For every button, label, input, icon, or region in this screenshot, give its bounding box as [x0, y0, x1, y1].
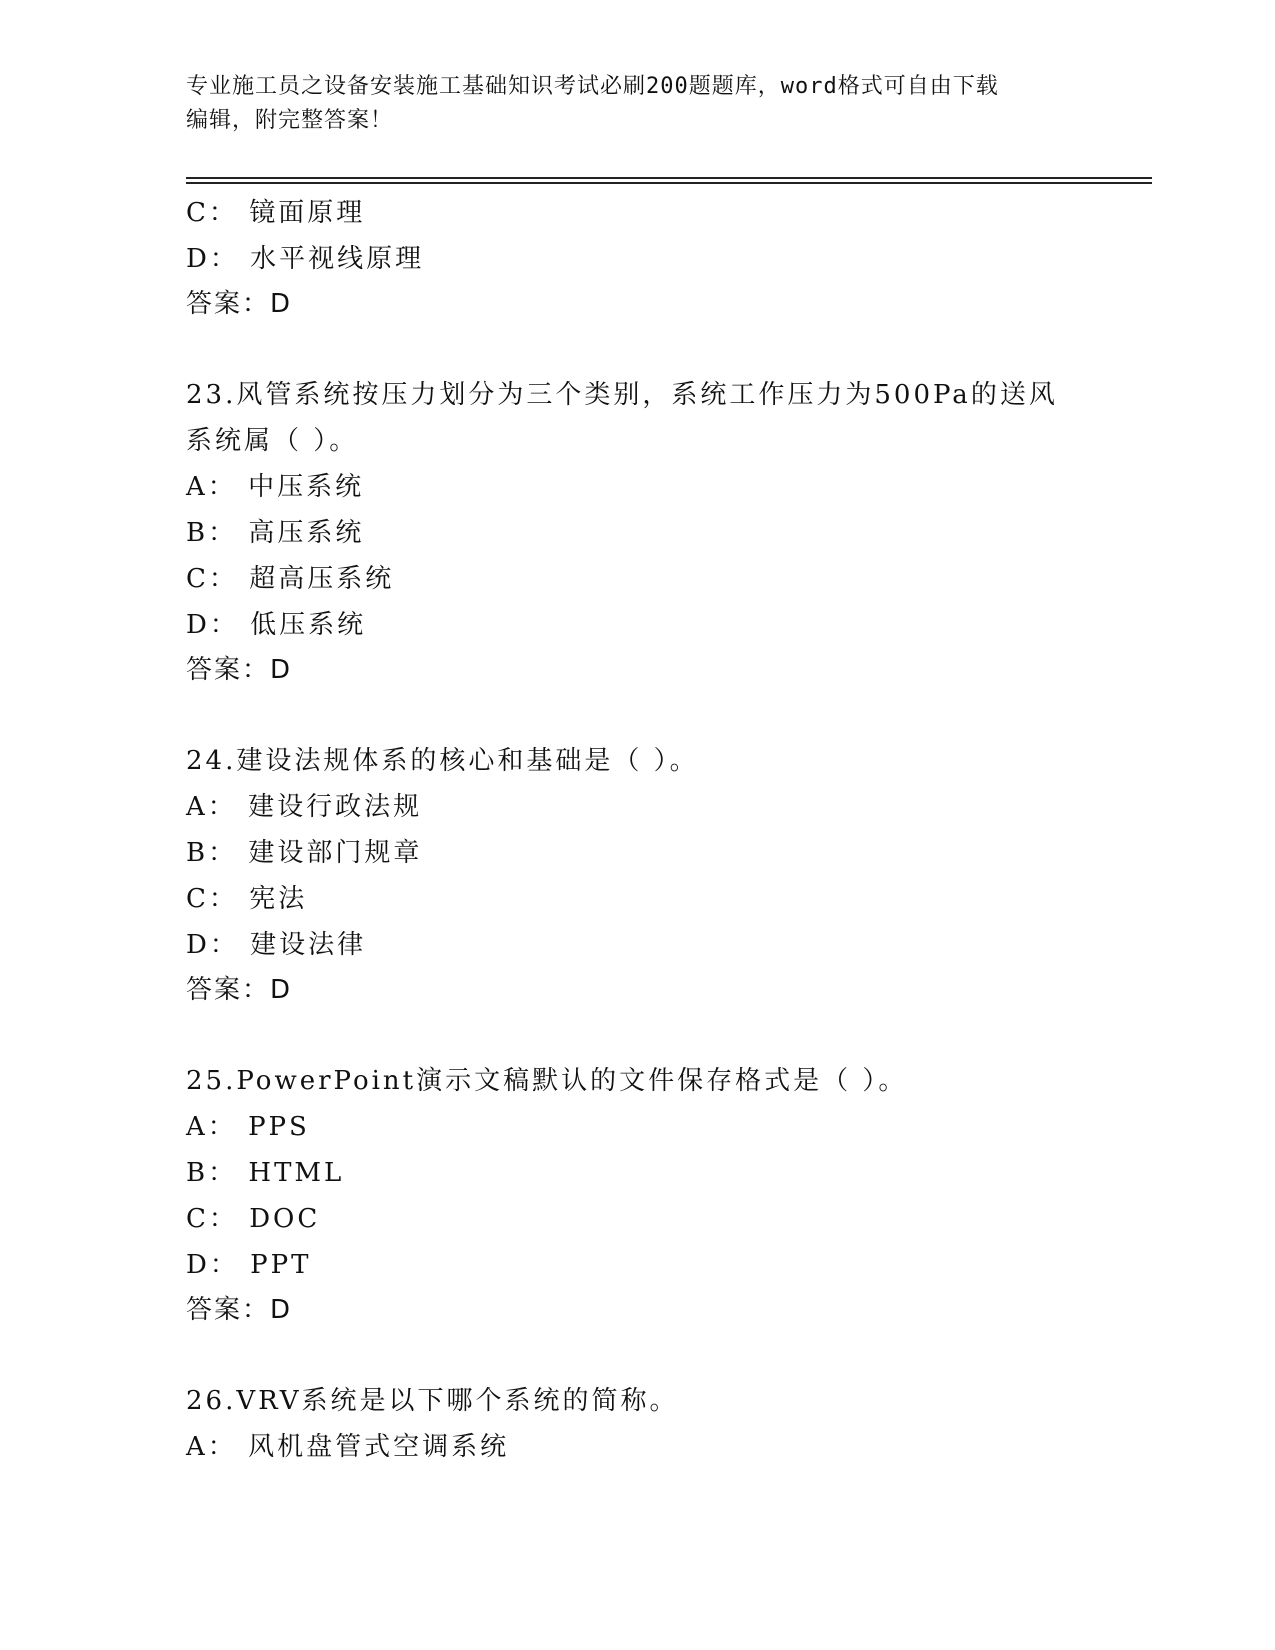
- option-letter: C: [186, 884, 209, 914]
- question-number: 24.: [186, 746, 237, 776]
- question-text: [186, 1378, 1086, 1424]
- question-number: 25.: [186, 1066, 237, 1096]
- option-letter: A: [186, 1432, 208, 1462]
- question-stem: 风管系统按压力划分为三个类别，系统工作压力为500Pa的送风系统属（ ）。: [186, 380, 1058, 456]
- option-text: 建设法律: [250, 930, 367, 960]
- spacer: [186, 326, 1146, 372]
- option-c: [186, 876, 1146, 922]
- spacer: [186, 1332, 1146, 1378]
- option-letter: C: [186, 1204, 209, 1234]
- question-stem: 建设法规体系的核心和基础是（ ）。: [236, 746, 699, 776]
- option-separator: ：: [209, 1250, 239, 1280]
- option-b: [186, 1150, 1146, 1196]
- option-a: [186, 784, 1146, 830]
- option-text: HTML: [248, 1158, 345, 1188]
- option-a: [186, 1424, 1146, 1470]
- header-line-1: 专业施工员之设备安装施工基础知识考试必刷200题题库，word格式可自由下载: [186, 74, 999, 99]
- answer-value: D: [270, 655, 293, 685]
- option-letter: C: [186, 198, 209, 228]
- prev-question: [186, 190, 1146, 326]
- document-header: [186, 70, 1086, 138]
- option-text: PPT: [250, 1250, 312, 1280]
- option-a: [186, 1104, 1146, 1150]
- question-text: [186, 1058, 1086, 1104]
- option-letter: B: [186, 1158, 209, 1188]
- answer-label: 答案：: [186, 289, 271, 319]
- option-separator: ：: [208, 884, 238, 914]
- option-text: 风机盘管式空调系统: [248, 1432, 510, 1462]
- answer-label: 答案：: [186, 975, 271, 1005]
- option-separator: ：: [208, 518, 238, 548]
- option-separator: ：: [207, 472, 237, 502]
- option-letter: A: [186, 472, 208, 502]
- option-letter: C: [186, 564, 209, 594]
- option-text: 低压系统: [250, 610, 367, 640]
- option-separator: ：: [209, 610, 239, 640]
- header-rule-top: [186, 177, 1152, 179]
- option-letter: B: [186, 838, 209, 868]
- option-separator: ：: [207, 792, 237, 822]
- question-stem: PowerPoint演示文稿默认的文件保存格式是（ ）。: [236, 1066, 908, 1096]
- option-separator: ：: [208, 838, 238, 868]
- question-text: [186, 372, 1086, 464]
- question-23: [186, 372, 1146, 692]
- answer-line: [186, 648, 1146, 692]
- question-list: [186, 190, 1146, 1470]
- answer-value: D: [270, 975, 293, 1005]
- answer-line: [186, 968, 1146, 1012]
- answer-label: 答案：: [186, 655, 271, 685]
- option-separator: ：: [209, 930, 239, 960]
- option-text: 建设部门规章: [248, 838, 423, 868]
- option-separator: ：: [209, 244, 239, 274]
- option-letter: D: [186, 930, 210, 960]
- option-letter: A: [186, 1112, 208, 1142]
- option-separator: ：: [208, 1204, 238, 1234]
- answer-value: D: [270, 289, 293, 319]
- option-separator: ：: [208, 198, 238, 228]
- header-rule-bottom: [186, 182, 1152, 184]
- option-d: [186, 236, 1146, 282]
- question-25: [186, 1058, 1146, 1332]
- option-letter: D: [186, 244, 210, 274]
- option-letter: B: [186, 518, 209, 548]
- header-line-2: 编辑，附完整答案！: [186, 108, 394, 133]
- answer-value: D: [270, 1295, 293, 1325]
- question-text: [186, 738, 1086, 784]
- option-c: [186, 1196, 1146, 1242]
- option-separator: ：: [207, 1112, 237, 1142]
- option-separator: ：: [208, 564, 238, 594]
- option-text: DOC: [249, 1204, 321, 1234]
- option-b: [186, 510, 1146, 556]
- option-text: 宪法: [249, 884, 308, 914]
- spacer: [186, 1012, 1146, 1058]
- option-text: 中压系统: [248, 472, 365, 502]
- option-letter: D: [186, 610, 210, 640]
- option-separator: ：: [208, 1158, 238, 1188]
- question-number: 23.: [186, 380, 237, 410]
- option-c: [186, 556, 1146, 602]
- option-text: 超高压系统: [249, 564, 395, 594]
- question-26: [186, 1378, 1146, 1470]
- question-number: 26.: [186, 1386, 237, 1416]
- option-letter: A: [186, 792, 208, 822]
- option-letter: D: [186, 1250, 210, 1280]
- option-text: PPS: [248, 1112, 310, 1142]
- option-d: [186, 1242, 1146, 1288]
- question-24: [186, 738, 1146, 1012]
- answer-line: [186, 1288, 1146, 1332]
- option-text: 高压系统: [248, 518, 365, 548]
- option-text: 建设行政法规: [248, 792, 423, 822]
- option-c: [186, 190, 1146, 236]
- spacer: [186, 692, 1146, 738]
- option-a: [186, 464, 1146, 510]
- option-text: 水平视线原理: [250, 244, 425, 274]
- option-text: 镜面原理: [249, 198, 366, 228]
- option-separator: ：: [207, 1432, 237, 1462]
- option-d: [186, 602, 1146, 648]
- answer-line: [186, 282, 1146, 326]
- option-d: [186, 922, 1146, 968]
- question-stem: VRV系统是以下哪个系统的简称。: [236, 1386, 679, 1416]
- answer-label: 答案：: [186, 1295, 271, 1325]
- option-b: [186, 830, 1146, 876]
